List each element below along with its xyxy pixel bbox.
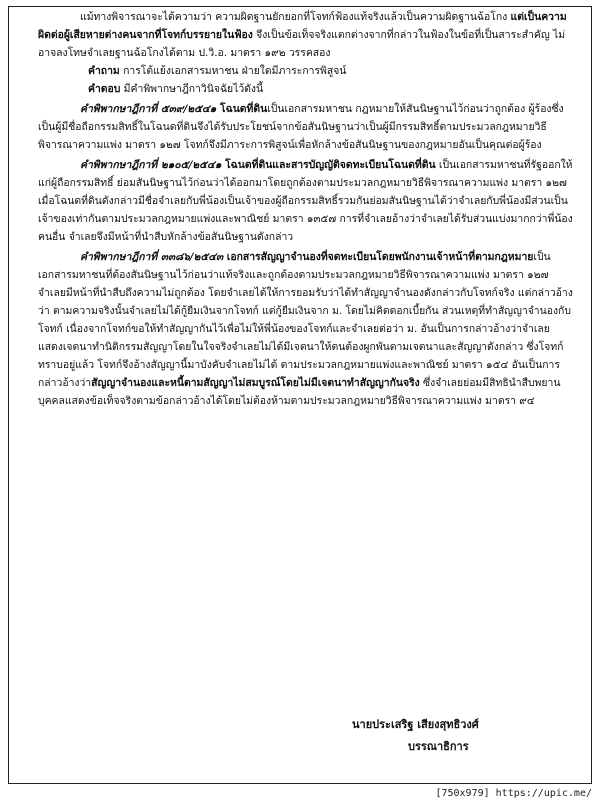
document-body — [38, 8, 574, 410]
case-3-text-2: ซึ่งจำเลยย่อมมีสิทธินำสืบพยานบุคคลแสดงข้อเท็จจริงตามข้อกล่าวอ้างได้โดยไม่ต้องห้ามตามประมวลกฎหมายวิธีพิจารณาความแพ่ง มาตรา ๙๔ — [38, 377, 561, 407]
case-3-text-1: เป็นเอกสารมหาชนที่ต้องสันนิษฐานไว้ก่อนว่าแท้จริงและถูกต้องตามประมวลกฎหมายวิธีพิจารณาความแพ่ง มาตรา ๑๒๗ จำเลยมีหน้าที่นำสืบถึงความไม่ถูกต้อง โดยจำเลยได้ให้การยอมรับว่าได้ทำสัญญาจำนองดังกล่าวกับโจทก์จริง แต่กล่าวอ้างว่า ตามความจริงนั้นจำเลยไม่ได้กู้ยืมเงินจากโจทก์ แต่กู้ยืมเงินจาก ม. โดยไม่คิดดอกเบี้ยกัน ส่วนเหตุที่ทำสัญญาจำนองกับโจทก์ เนื่องจากโจทก์ขอให้ทำสัญญากันไว้เพื่อไม่ให้พี่น้องของโจทก์และจำเลยต่อว่า ม. อันเป็นการกล่าวอ้างว่าจำเลยแสดงเจตนาทำนิติกรรมสัญญาโดยในใจจริงจำเลยไม่ได้มีเจตนาให้ตนต้องผูกพันตามเจตนาและสัญญาดังกล่าว ซึ่งโจทก์ทราบอยู่แล้ว โจทก์จึงอ้างสัญญานี้มาบังคับจำเลยไม่ได้ ตามประมวลกฎหมายแพ่งและพาณิชย์ มาตรา ๑๕๔ อันเป็นการกล่าวอ้างว่า — [38, 251, 573, 389]
answer-label: คำตอบ — [88, 83, 121, 95]
answer-text: มีคำพิพากษาฎีกาวินิจฉัยไว้ดังนี้ — [120, 83, 264, 95]
case-3-paragraph — [38, 248, 574, 410]
case-2-ref: คำพิพากษาฎีกาที่ ๒๑๐๕/๒๕๔๑ — [80, 159, 222, 171]
answer-line — [88, 80, 574, 98]
question-line — [88, 62, 574, 80]
editor-title: บรรณาธิการ — [408, 740, 469, 753]
case-1-text: เป็นเอกสารมหาชน กฎหมายให้สันนิษฐานไว้ก่อนว่าถูกต้อง ผู้ร้องซึ่งเป็นผู้มีชื่อถือกรรมสิทธิ์ในโฉนดที่ดินจึงได้รับประโยชน์จากข้อสันนิษฐานว่าเป็นผู้มีกรรมสิทธิ์ตามประมวลกฎหมายวิธีพิจารณาความแพ่ง มาตรา ๑๒๗ โจทก์จึงมีภาระการพิสูจน์เพื่อหักล้างข้อสันนิษฐานของกฎหมายอันเป็นคุณต่อผู้ร้อง — [38, 103, 564, 151]
signature-block — [352, 714, 552, 758]
case-2-text: เป็นเอกสารมหาชนที่รัฐออกให้แก่ผู้ถือกรรมสิทธิ์ ย่อมสันนิษฐานไว้ก่อนว่าได้ออกมาโดยถูกต้องตามประมวลกฎหมายวิธีพิจารณาความแพ่ง มาตรา ๑๒๗ เมื่อโฉนดที่ดินดังกล่าวมีชื่อจำเลยกับพี่น้องเป็นเจ้าของผู้ถือกรรมสิทธิ์รวมกันย่อมสันนิษฐานได้ว่าจำเลยกับพี่น้องมีส่วนเป็นเจ้าของเท่ากันตามประมวลกฎหมายแพ่งและพาณิชย์ มาตรา ๑๓๕๗ การที่จำเลยอ้างว่าจำเลยได้รับส่วนแบ่งมากกว่าพี่น้องคนอื่น จำเลยจึงมีหน้าที่นำสืบหักล้างข้อสันนิษฐานดังกล่าว — [38, 159, 573, 243]
intro-text-a: แม้ทางพิจารณาจะได้ความว่า ความผิดฐานยักยอกที่โจทก์ฟ้องแท้จริงแล้วเป็นความผิดฐานฉ้อโกง — [80, 11, 511, 23]
question-text: การโต้แย้งเอกสารมหาชน ฝ่ายใดมีภาระการพิสูจน์ — [119, 65, 347, 77]
editor-name: นายประเสริฐ เสียงสุทธิวงศ์ — [352, 718, 479, 731]
case-1-topic: โฉนดที่ดิน — [216, 103, 268, 115]
intro-text-c: จึงเป็นข้อเท็จจริงแตกต่างจากที่กล่าวในฟ้องในข้อที่เป็นสาระสำคัญ ไม่อาจลงโทษจำเลยฐานฉ้อโกงได้ตาม ป.วิ.อ. มาตรา ๑๙๒ วรรคสอง — [38, 29, 566, 59]
case-3-ref: คำพิพากษาฎีกาที่ ๓๓๘๖/๒๕๔๓ — [80, 251, 224, 263]
case-1-ref: คำพิพากษาฎีกาที่ ๕๓๙/๒๕๔๑ — [80, 103, 217, 115]
case-1-paragraph — [38, 100, 574, 154]
case-2-topic: โฉนดที่ดินและสารบัญญัติจดทะเบียนโฉนดที่ดิน — [221, 159, 436, 171]
image-host-watermark: [750x979] https://upic.me/ — [435, 788, 592, 799]
question-label: คำถาม — [88, 65, 120, 77]
case-3-topic: เอกสารสัญญาจำนองที่จดทะเบียนโดยพนักงานเจ้าหน้าที่ตามกฎหมาย — [223, 251, 534, 263]
case-2-paragraph — [38, 156, 574, 246]
intro-paragraph — [38, 8, 574, 62]
case-3-emphasis: สัญญาจำนองและหนี้ตามสัญญาไม่สมบูรณ์โดยไม่มีเจตนาทำสัญญากันจริง — [91, 377, 420, 389]
intro-emphasis: แต่เป็นความผิดต่อผู้เสียหายต่างคนจากที่โจทก์บรรยายในฟ้อง — [38, 11, 567, 41]
